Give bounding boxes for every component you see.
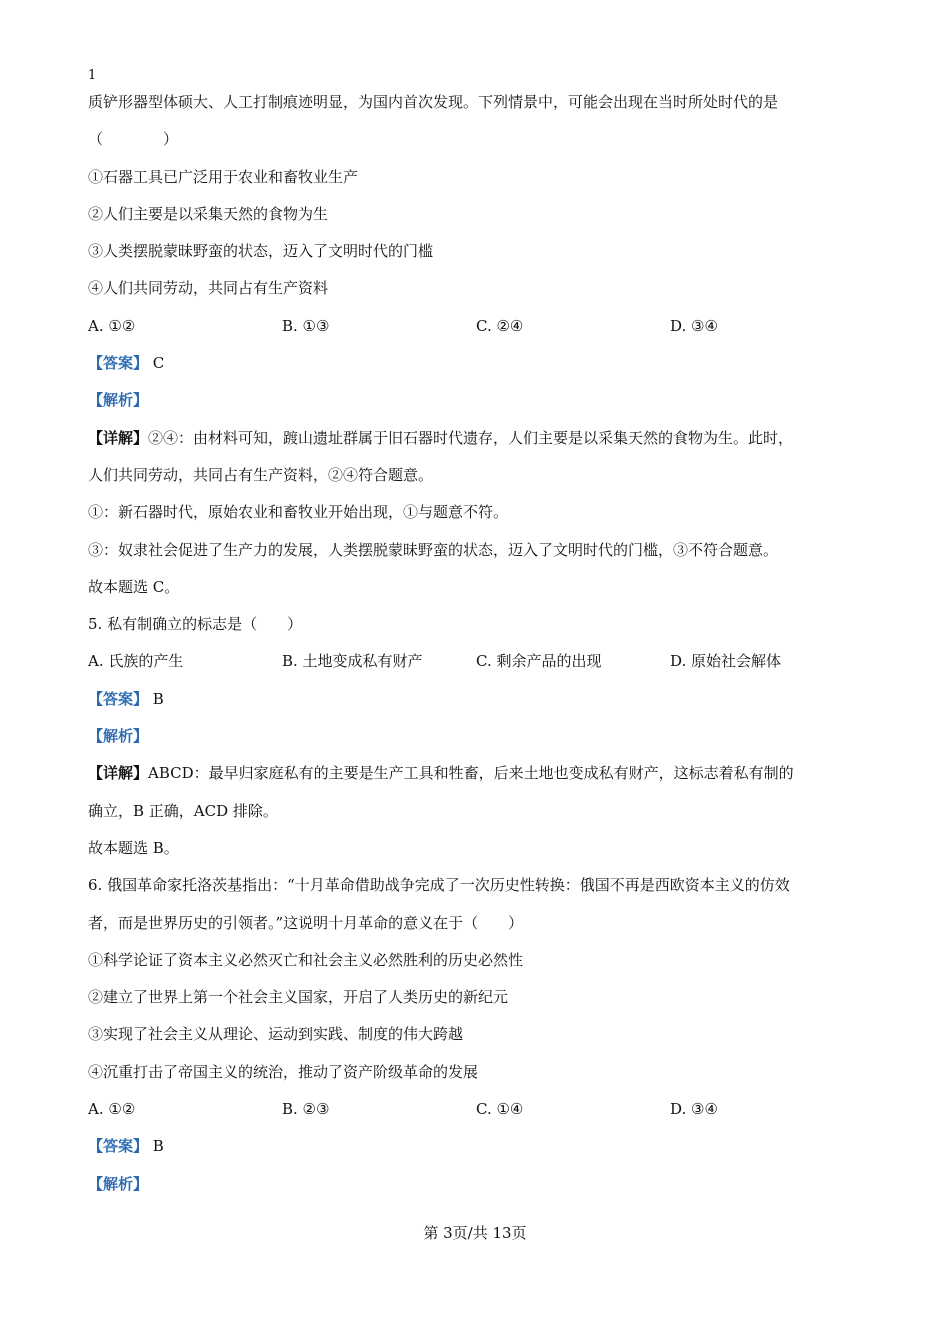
answer-value: B bbox=[152, 689, 164, 708]
q4-option-d: D. ③④ bbox=[670, 316, 718, 335]
detail-text: ABCD：最早归家庭私有的主要是生产工具和牲畜，后来土地也变成私有财产，这标志着私有制的 bbox=[148, 764, 794, 783]
q4-option-b: B. ①③ bbox=[282, 316, 330, 335]
q6-analysis bbox=[88, 1174, 868, 1194]
q6-item-4: ④沉重打击了帝国主义的统治，推动了资产阶级革命的发展 bbox=[88, 1062, 479, 1081]
analysis-tag: 【解析】 bbox=[88, 1174, 149, 1193]
top-fragment-number: 1 bbox=[88, 68, 97, 83]
q6-option-d: D. ③④ bbox=[670, 1100, 718, 1119]
answer-value: C bbox=[152, 354, 165, 373]
q5-option-d: D. 原始社会解体 bbox=[670, 652, 782, 671]
q5-option-a: A. 氏族的产生 bbox=[88, 652, 184, 671]
q6-option-c: C. ①④ bbox=[476, 1100, 524, 1119]
analysis-tag: 【解析】 bbox=[88, 727, 149, 746]
q6-option-b: B. ②③ bbox=[282, 1100, 330, 1119]
q5-answer bbox=[88, 689, 868, 709]
q5-options bbox=[88, 651, 868, 671]
q4-conclusion: 故本题选 C。 bbox=[88, 577, 180, 596]
analysis-tag: 【解析】 bbox=[88, 391, 149, 410]
q5-option-c: C. 剩余产品的出现 bbox=[476, 652, 602, 671]
q4-detail-line-3: ①：新石器时代，原始农业和畜牧业开始出现，①与题意不符。 bbox=[88, 503, 509, 522]
answer-value: B bbox=[152, 1137, 164, 1156]
q4-item-2: ②人们主要是以采集天然的食物为生 bbox=[88, 204, 329, 223]
q5-option-b: B. 土地变成私有财产 bbox=[282, 652, 423, 671]
q4-detail-line-1 bbox=[88, 428, 868, 448]
q4-analysis bbox=[88, 390, 868, 410]
q6-stem-line-1: 6. 俄国革命家托洛茨基指出：“十月革命借助战争完成了一次历史性转换：俄国不再是西欧资本主义的仿效 bbox=[88, 876, 790, 895]
q5-analysis bbox=[88, 726, 868, 746]
q4-answer bbox=[88, 353, 868, 373]
q6-options bbox=[88, 1099, 868, 1119]
q4-options bbox=[88, 316, 868, 336]
q4-detail-line-2: 人们共同劳动，共同占有生产资料，②④符合题意。 bbox=[88, 465, 434, 484]
q4-option-a: A. ①② bbox=[88, 316, 136, 335]
detail-tag: 【详解】 bbox=[88, 764, 149, 783]
document-page bbox=[88, 66, 868, 1211]
q6-option-a: A. ①② bbox=[88, 1100, 136, 1119]
q6-item-1: ①科学论证了资本主义必然灭亡和社会主义必然胜利的历史必然性 bbox=[88, 950, 524, 969]
q6-item-2: ②建立了世界上第一个社会主义国家，开启了人类历史的新纪元 bbox=[88, 988, 509, 1007]
q6-item-3: ③实现了社会主义从理论、运动到实践、制度的伟大跨越 bbox=[88, 1025, 464, 1044]
q5-detail-line-1 bbox=[88, 763, 868, 783]
q5-stem: 5. 私有制确立的标志是（ ） bbox=[88, 615, 303, 634]
q4-detail-line-4: ③：奴隶社会促进了生产力的发展，人类摆脱蒙昧野蛮的状态，迈入了文明时代的门槛，③不符合题意。 bbox=[88, 540, 779, 559]
answer-tag: 【答案】 bbox=[88, 1137, 149, 1156]
page-footer: 第 3页/共 13页 bbox=[423, 1224, 527, 1242]
q4-item-4: ④人们共同劳动，共同占有生产资料 bbox=[88, 279, 329, 298]
q4-stem-line-1: 质铲形器型体硕大、人工打制痕迹明显，为国内首次发现。下列情景中，可能会出现在当时所处时代的是 bbox=[88, 93, 779, 111]
q4-option-c: C. ②④ bbox=[476, 316, 524, 335]
q5-detail-line-2: 确立，B 正确，ACD 排除。 bbox=[88, 801, 278, 820]
q4-item-3: ③人类摆脱蒙昧野蛮的状态，迈入了文明时代的门槛 bbox=[88, 242, 434, 261]
answer-tag: 【答案】 bbox=[88, 354, 149, 373]
q6-answer bbox=[88, 1136, 868, 1156]
detail-text: ②④：由材料可知，踱山遗址群属于旧石器时代遗存，人们主要是以采集天然的食物为生。此时， bbox=[148, 428, 794, 447]
answer-tag: 【答案】 bbox=[88, 689, 149, 708]
q4-item-1: ①石器工具已广泛用于农业和畜牧业生产 bbox=[88, 167, 359, 186]
q5-conclusion: 故本题选 B。 bbox=[88, 838, 179, 857]
q4-stem-line-2: （ ） bbox=[88, 130, 179, 149]
detail-tag: 【详解】 bbox=[88, 428, 149, 447]
q6-stem-line-2: 者，而是世界历史的引领者。”这说明十月革命的意义在于（ ） bbox=[88, 913, 524, 932]
